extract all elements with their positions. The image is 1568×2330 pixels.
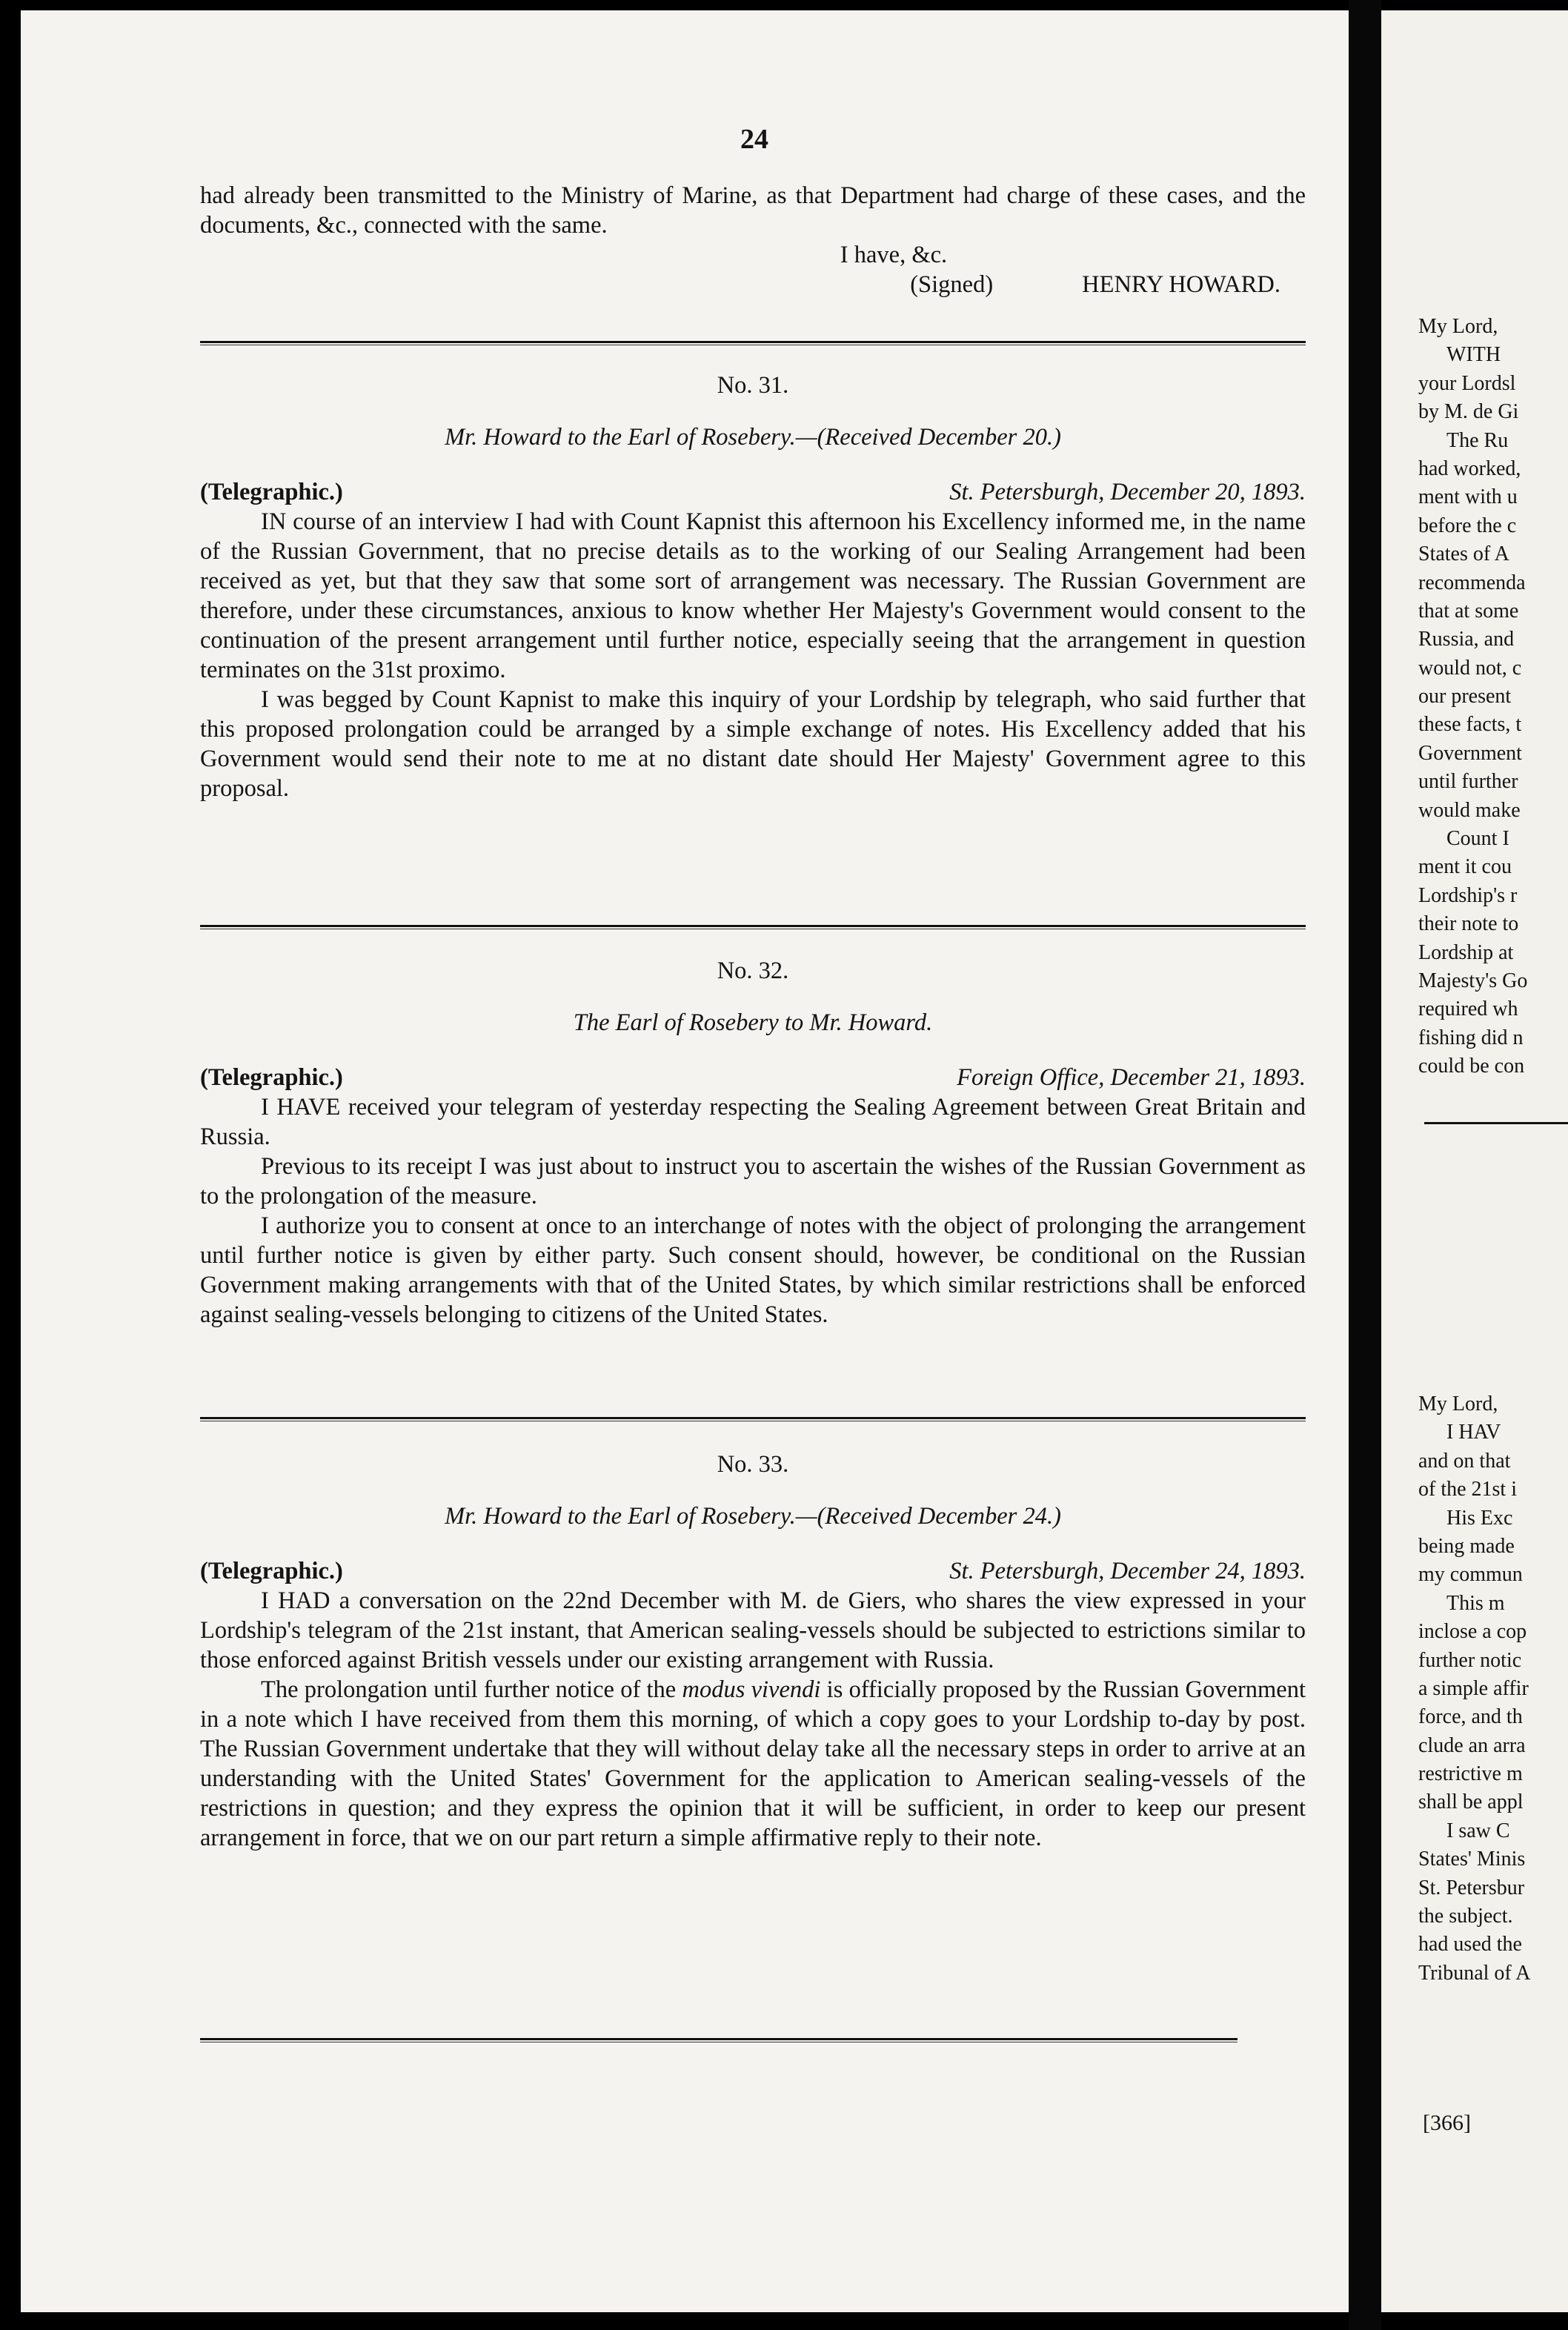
facing-line: that at some — [1418, 599, 1519, 623]
dispatch-no-32 — [200, 956, 1306, 1330]
facing-line: my commun — [1418, 1563, 1523, 1587]
dispatch-place-date: St. Petersburgh, December 20, 1893. — [949, 479, 1306, 505]
dispatch-mode: (Telegraphic.) — [200, 479, 343, 505]
dispatch-number: No. 32. — [717, 957, 789, 984]
facing-line: our present — [1418, 685, 1512, 708]
facing-line: inclose a cop — [1418, 1620, 1527, 1644]
dispatch-paragraph: I authorize you to consent at once to an interchange of notes with the object of prolonging the arrangement until further notice is given by either party. Such consent should, however, be conditional on the Russian Government making arrangements with that of the United States, by which similar restrictions shall be enforced against sealing-vessels belonging to citizens of the United States. — [200, 1212, 1306, 1328]
facing-line: their note to — [1418, 912, 1519, 936]
section-divider-rule — [200, 341, 1306, 345]
facing-line: Russia, and — [1418, 628, 1515, 651]
dispatch-no-33 — [200, 1450, 1306, 1853]
dispatch-paragraph: The prolongation until further notice of the modus vivendi is officially proposed by the Russian Government in a note which I have received from them this morning, of which a copy goes to your Lordship to-day by post. The Russian Government undertake that they will without delay take all the necessary steps in order to arrive at an understanding with the United States' Government for the application to American sealing-vessels of the restrictions in question; and they express the opinion that it will be sufficient, in order to keep our present arrangement in force, that we on our part return a simple affirmative reply to their note. — [200, 1676, 1306, 1851]
facing-line: I HAV — [1446, 1421, 1501, 1444]
facing-line: required wh — [1418, 998, 1518, 1021]
dispatch-mode: (Telegraphic.) — [200, 1558, 343, 1584]
facing-line: a simple affir — [1418, 1676, 1529, 1700]
opening-paragraph: had already been transmitted to the Ministry of Marine, as that Department had charge of these cases, and the documents, &c., connected with the same. — [200, 182, 1306, 239]
dispatch-paragraph: I was begged by Count Kapnist to make this inquiry of your Lordship by telegraph, who said further that this proposed prolongation could be arranged by a simple exchange of notes. His Excellency added that his Government would send their note to me at no distant date should Her Majesty' Government agree to this proposal. — [200, 686, 1306, 802]
facing-line: Government — [1418, 741, 1522, 765]
dispatch-header — [200, 1063, 1306, 1092]
facing-line: ment it cou — [1418, 855, 1512, 879]
facing-divider-rule — [1424, 1122, 1568, 1124]
facing-line: Lordship's r — [1418, 883, 1518, 907]
signatory-name: HENRY HOWARD. — [1082, 271, 1280, 298]
facing-line: the subject. — [1418, 1905, 1513, 1928]
facing-line: by M. de Gi — [1418, 400, 1519, 424]
signed-label: (Signed) — [910, 271, 994, 298]
opening-closing: I have, &c. — [840, 242, 948, 268]
facing-line: fishing did n — [1418, 1026, 1524, 1049]
facing-line: Majesty's Go — [1418, 969, 1528, 992]
dispatch-paragraph: IN course of an interview I had with Count Kapnist this afternoon his Excellency informed me, in the name of the Russian Government, that no precise details as to the working of our Sealing Arrangement had been received as yet, but that they saw that some sort of arrangement was necessary. The Russian Government are therefore, under these circumstances, anxious to know whether Her Majesty's Government would consent to the continuation of the present arrangement until further notice, especially seeing that the arrangement in question terminates on the 31st proximo. — [200, 508, 1306, 683]
dispatch-place-date: St. Petersburgh, December 24, 1893. — [949, 1558, 1306, 1584]
facing-line: ment with u — [1418, 485, 1518, 509]
dispatch-title: The Earl of Rosebery to Mr. Howard. — [573, 1009, 933, 1036]
facing-line: St. Petersbur — [1418, 1876, 1525, 1899]
section-divider-rule — [200, 1417, 1306, 1421]
facing-line: and on that — [1418, 1449, 1511, 1473]
facing-line: would make — [1418, 798, 1521, 822]
signature-line — [200, 270, 1306, 299]
dispatch-paragraph: Previous to its receipt I was just about to instruct you to ascertain the wishes of the Russian Government as to the prolongation of the measure. — [200, 1153, 1306, 1209]
facing-line: This m — [1446, 1591, 1505, 1615]
facing-line: shall be appl — [1418, 1790, 1524, 1814]
section-divider-rule — [200, 2038, 1238, 2042]
facing-page-lower-text — [1418, 1390, 1530, 1988]
facing-line: States of A — [1418, 542, 1509, 566]
facing-line: His Exc — [1446, 1506, 1513, 1530]
section-divider-rule — [200, 925, 1306, 929]
facing-line: States' Minis — [1418, 1848, 1526, 1871]
dispatch-header — [200, 1556, 1306, 1586]
dispatch-mode: (Telegraphic.) — [200, 1064, 343, 1091]
opening-block — [200, 181, 1306, 299]
facing-line: I saw C — [1446, 1819, 1510, 1842]
facing-line: could be con — [1418, 1055, 1525, 1078]
facing-line: WITH — [1446, 343, 1501, 367]
facing-line: being made — [1418, 1534, 1515, 1558]
latin-phrase: modus vivendi — [682, 1676, 821, 1703]
dispatch-paragraph: I HAD a conversation on the 22nd December with M. de Giers, who shares the view expressed in your Lordship's telegram of the 21st instant, that American sealing-vessels should be subjected to estrictions similar to those enforced against British vessels under our existing arrangement with Russia. — [200, 1587, 1306, 1673]
facing-line: Count I — [1446, 827, 1509, 851]
facing-page — [1381, 10, 1568, 2312]
facing-line: Tribunal of A — [1418, 1961, 1531, 1985]
facing-line: My Lord, — [1418, 1393, 1498, 1415]
book-gutter — [1349, 0, 1381, 2330]
page-number: 24 — [740, 124, 768, 155]
dispatch-place-date: Foreign Office, December 21, 1893. — [957, 1064, 1306, 1091]
dispatch-title: Mr. Howard to the Earl of Rosebery.—(Received December 24.) — [445, 1503, 1061, 1530]
dispatch-number: No. 33. — [717, 1451, 789, 1478]
dispatch-header — [200, 477, 1306, 507]
dispatch-no-31 — [200, 371, 1306, 803]
facing-line: recommenda — [1418, 571, 1526, 594]
facing-line: had worked, — [1418, 457, 1521, 480]
facing-line: these facts, t — [1418, 713, 1522, 737]
facing-line: would not, c — [1418, 656, 1522, 680]
facing-page-upper-text — [1418, 313, 1527, 1081]
facing-line: force, and th — [1418, 1705, 1523, 1729]
facing-line: before the c — [1418, 514, 1517, 537]
facing-line: further notic — [1418, 1648, 1522, 1672]
facing-line: of the 21st i — [1418, 1478, 1517, 1501]
dispatch-number: No. 31. — [717, 372, 789, 399]
facing-line: Lordship at — [1418, 940, 1514, 964]
dispatch-paragraph: I HAVE received your telegram of yesterday respecting the Sealing Agreement between Great Britain and Russia. — [200, 1094, 1306, 1150]
facing-line: clude an arra — [1418, 1733, 1526, 1757]
dispatch-title: Mr. Howard to the Earl of Rosebery.—(Received December 20.) — [445, 424, 1061, 451]
facing-line: had used the — [1418, 1933, 1522, 1956]
facing-line: your Lordsl — [1418, 371, 1516, 395]
facing-line: restrictive m — [1418, 1762, 1523, 1786]
facing-line: My Lord, — [1418, 315, 1498, 338]
facing-line: The Ru — [1446, 428, 1509, 452]
document-stamp: [366] — [1423, 2111, 1471, 2135]
facing-line: until further — [1418, 770, 1518, 794]
